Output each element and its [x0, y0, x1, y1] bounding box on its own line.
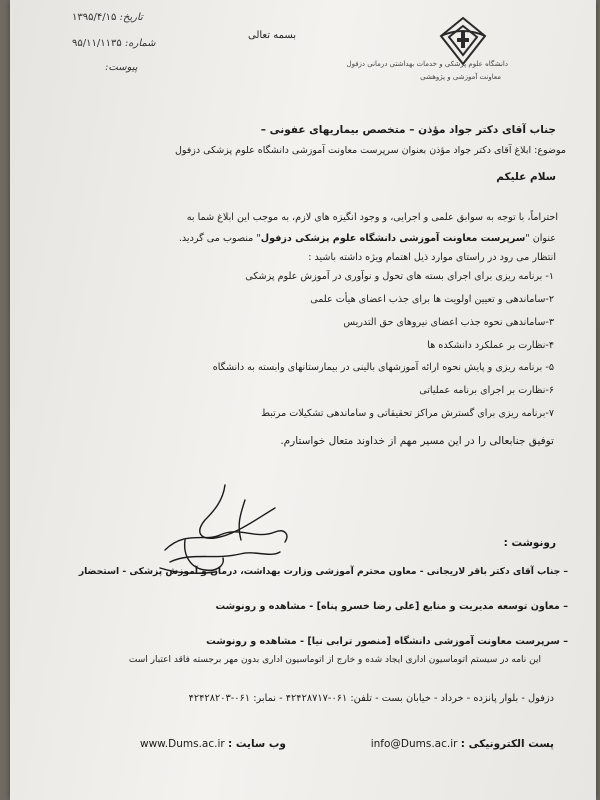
- website-value: www.Dums.ac.ir: [140, 738, 225, 750]
- automation-notice: این نامه در سیستم اتوماسیون اداری ایجاد شده و خارج از اتوماسیون اداری بدون مهر برجسته فاقد اعتبار است: [128, 655, 541, 665]
- letter-page: [10, 0, 596, 800]
- list-item: ۵- برنامه ریزی و پایش نحوه ارائه آموزشهای بالینی در بیمارستانهای وابسته به دانشگاه: [212, 362, 554, 373]
- greeting: سلام علیکم: [496, 171, 556, 183]
- number-row: [72, 38, 156, 49]
- list-item: ۲-ساماندهی و تعیین اولویت ها برای جذب اعضای هیأت علمی: [310, 294, 554, 305]
- footer-address: دزفول - بلوار پانزده - خرداد - خیابان بست - تلفن: ۰۶۱-۴۲۴۲۸۷۱۷ - نمابر: ۰۶۱-۴۲۴۲۸۲۰۳: [188, 693, 554, 704]
- department-name: معاونت آموزشی و پژوهشی: [420, 73, 501, 81]
- list-item: ۷-برنامه ریزی برای گسترش مراکز تحقیقاتی و ساماندهی تشکیلات مرتبط: [261, 408, 554, 419]
- list-item: ۱- برنامه ریزی برای اجرای بسته های تحول و نوآوری در آموزش علوم پزشکی: [245, 271, 554, 282]
- list-item: ۶-نظارت بر اجرای برنامه عملیاتی: [419, 385, 554, 396]
- attachment-row: [105, 62, 138, 73]
- date-label: تاریخ:: [119, 12, 143, 23]
- bismillah-heading: بسمه تعالی: [248, 30, 297, 41]
- subject-line: موضوع: ابلاغ آقای دکتر جواد مؤذن بعنوان سرپرست معاونت آموزشی دانشگاه علوم پزشکی دزفول: [174, 145, 566, 156]
- list-item: ۴-نظارت بر عملکرد دانشکده ها: [427, 340, 554, 351]
- footer-email: [371, 738, 554, 750]
- university-name: دانشگاه علوم پزشکی و خدمات بهداشتی درمانی دزفول: [346, 60, 508, 68]
- intro-line-2-start: عنوان ": [525, 233, 556, 244]
- closing-line: توفیق جنابعالی را در این مسیر مهم از خداوند متعال خواستارم.: [280, 435, 554, 447]
- email-label: پست الکترونیکی :: [460, 738, 554, 750]
- date-value: ۱۳۹۵/۴/۱۵: [72, 12, 117, 23]
- appointment-title: سرپرست معاونت آموزشی دانشگاه علوم پزشکی دزفول: [260, 233, 526, 244]
- expectation-line: انتظار می رود در راستای موارد ذیل اهتمام ویژه داشته باشید :: [308, 252, 556, 263]
- copy-line-1: – جناب آقای دکتر باقر لاریجانی - معاون محترم آموزشی وزارت بهداشت، درمان و آموزش پزشکی - استحضار: [78, 566, 568, 577]
- intro-line-2-end: " منصوب می گردید.: [178, 233, 261, 244]
- date-row: [72, 12, 143, 23]
- list-item: ۳-ساماندهی نحوه جذب اعضای نیروهای حق التدریس: [343, 317, 554, 328]
- email-value: info@Dums.ac.ir: [370, 738, 458, 750]
- copy-line-3: – سرپرست معاونت آموزشی دانشگاه [منصور ترابی نیا] - مشاهده و رونوشت: [206, 636, 568, 647]
- copies-heading: رونوشت :: [503, 537, 556, 549]
- copy-line-2: – معاون توسعه مدیریت و منابع [علی رضا خسرو پناه] - مشاهده و رونوشت: [215, 601, 568, 612]
- website-label: وب سایت :: [228, 738, 286, 750]
- intro-line-2: [179, 233, 556, 244]
- footer-website: [140, 738, 286, 750]
- number-value: ۹۵/۱۱/۱۱۳۵: [72, 38, 122, 49]
- signature-image: [145, 480, 295, 580]
- number-label: شماره:: [124, 38, 156, 49]
- attachment-label: پیوست:: [105, 62, 138, 73]
- intro-line-1: احتراماً، با توجه به سوابق علمی و اجرایی، و وجود انگیزه های لازم، به موجب این ابلاغ شما به: [186, 212, 558, 223]
- recipient-name: جناب آقای دکتر جواد مؤذن – متخصص بیماریهای عفونی –: [260, 124, 556, 136]
